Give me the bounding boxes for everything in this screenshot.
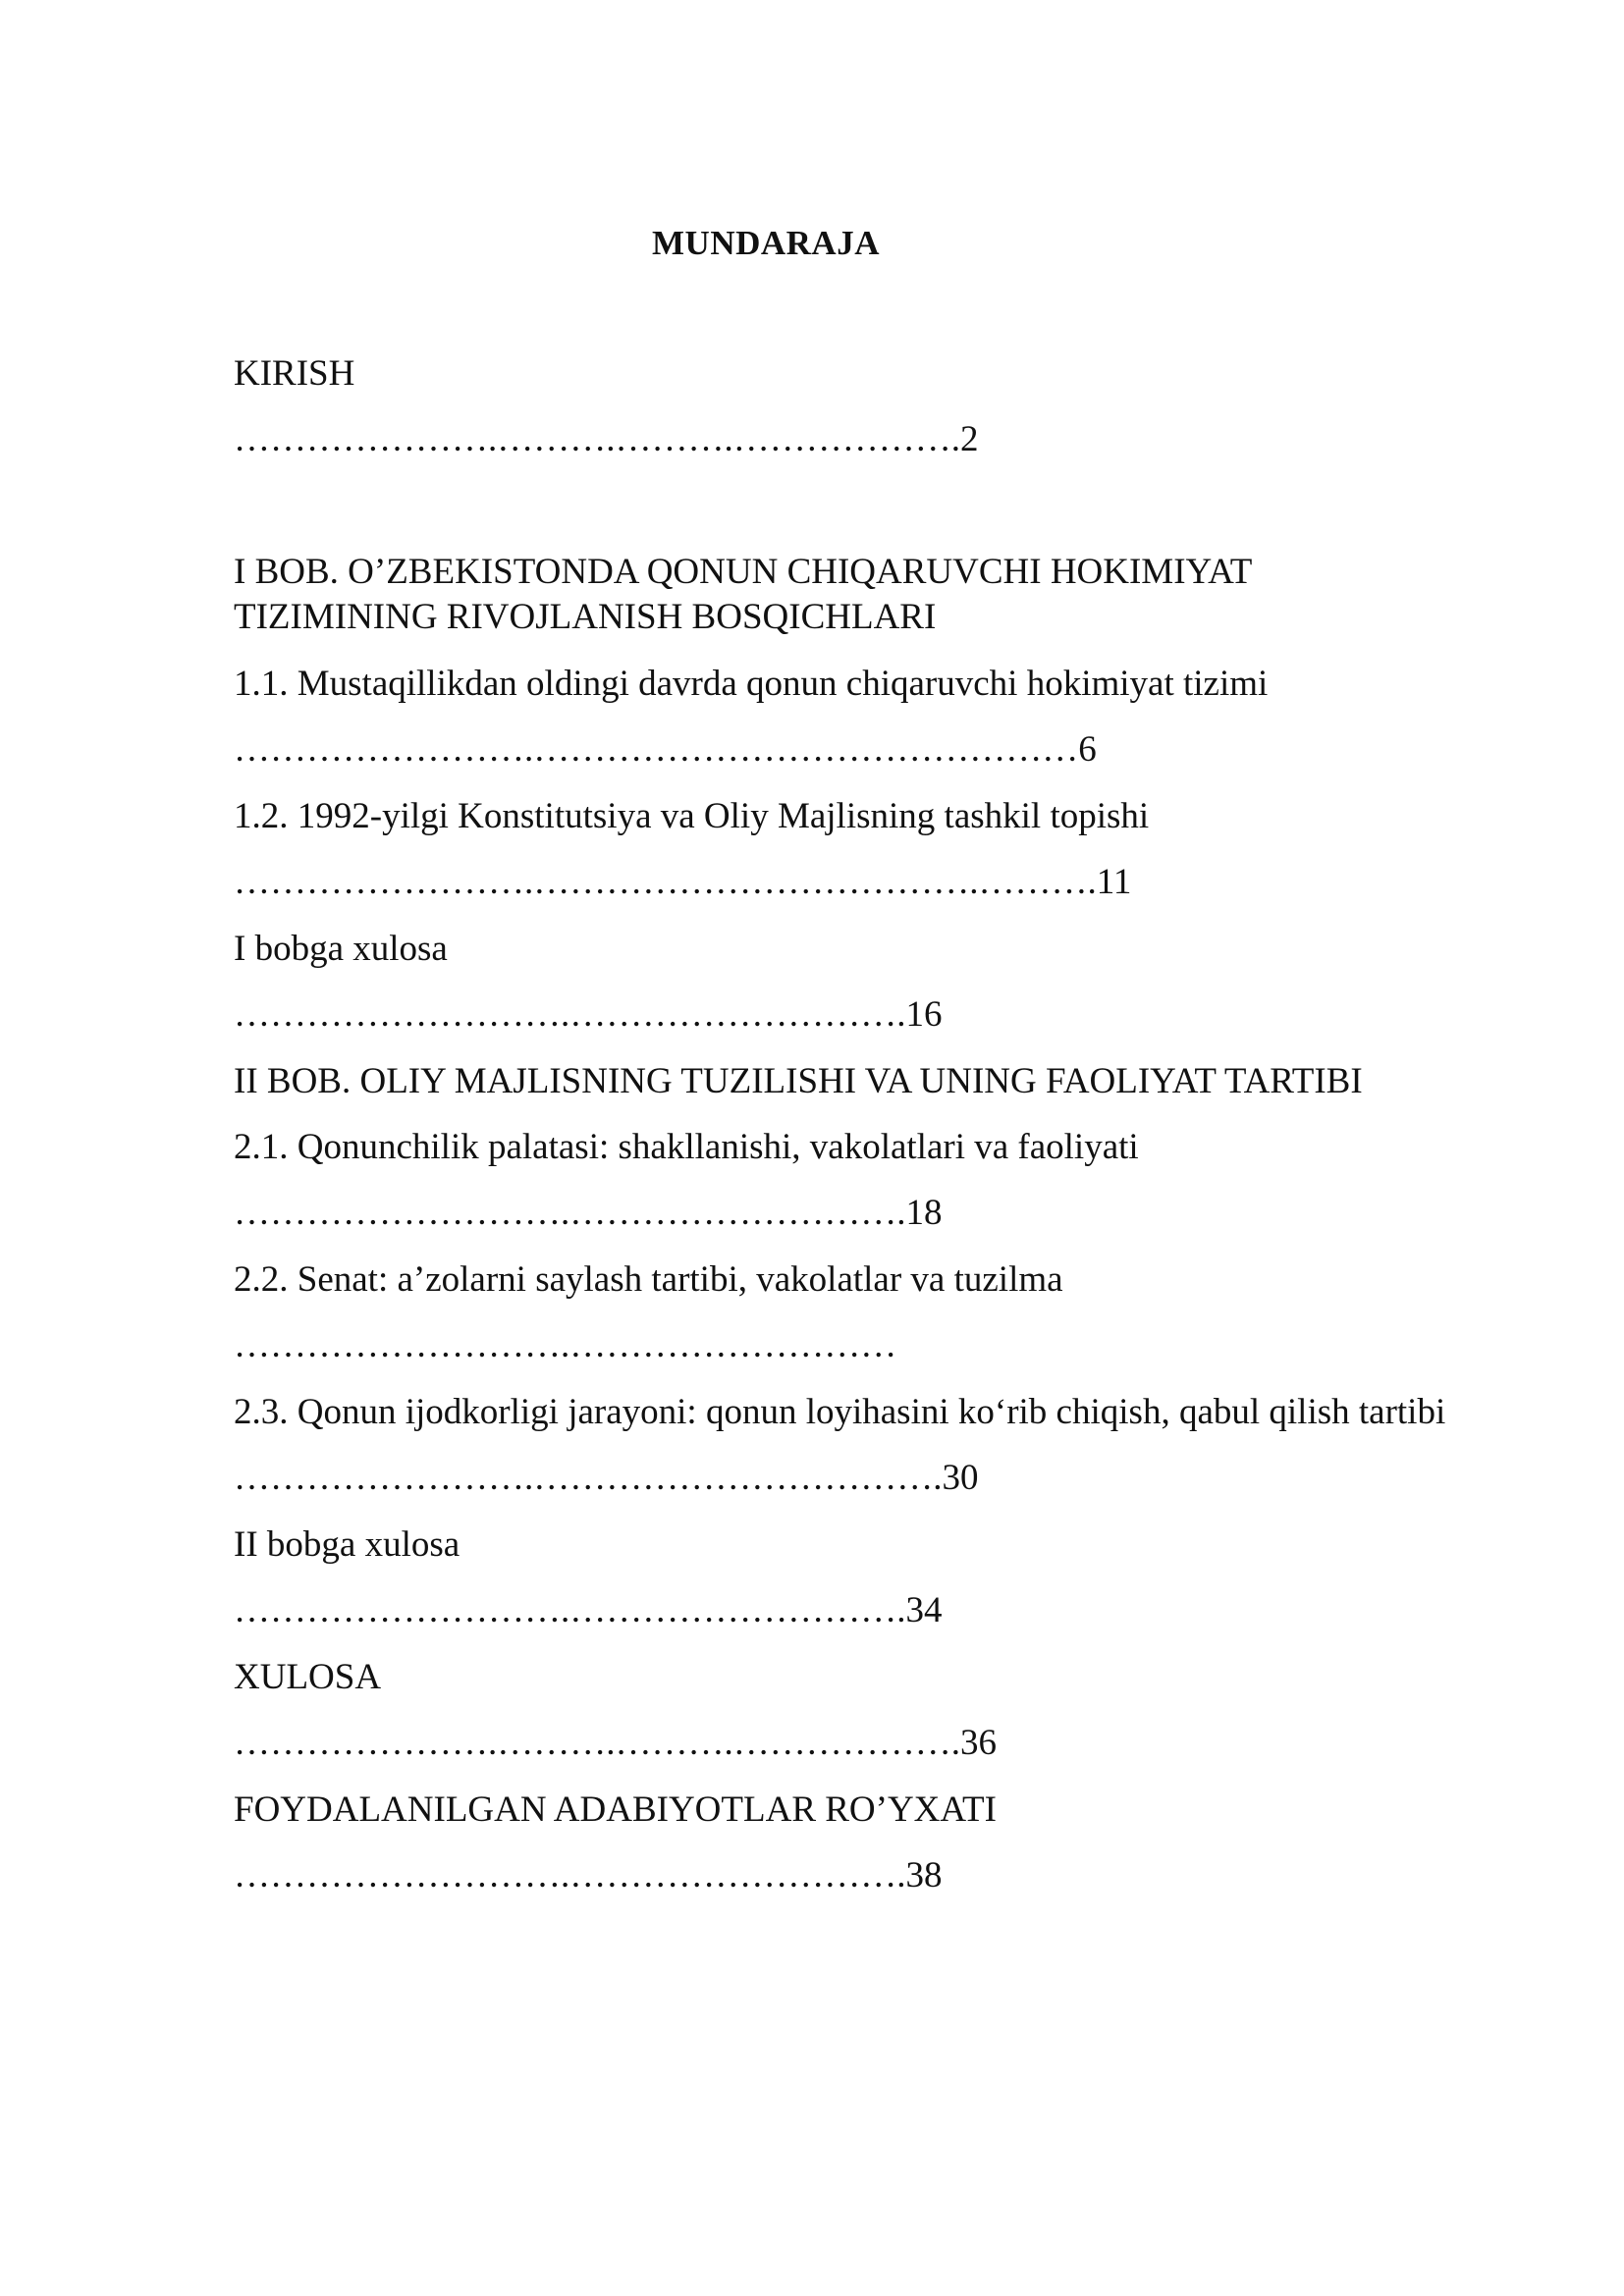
toc-leader-1-1: …………………….………………………………………6 [234, 729, 1097, 770]
toc-leader-kirish: ………………….……….……….……………….2 [234, 419, 979, 459]
toc-leader-2-1: ……………………….……………………….18 [234, 1193, 943, 1233]
toc-heading-references: FOYDALANILGAN ADABIYOTLAR RO’YXATI [234, 1789, 997, 1830]
toc-heading-2-3: 2.3. Qonun ijodkorligi jarayoni: qonun loyihasini ko‘rib chiqish, qabul qilish tartibi [234, 1392, 1446, 1432]
toc-leader-2-2: ……………………….……………………… [234, 1325, 897, 1365]
toc-chapter-2-title: II BOB. OLIY MAJLISNING TUZILISHI VA UNING FAOLIYAT TARTIBI [234, 1061, 1363, 1101]
toc-heading-chapter-2-summary: II bobga xulosa [234, 1524, 460, 1565]
toc-heading-2-1: 2.1. Qonunchilik palatasi: shakllanishi, vakolatlari va faoliyati [234, 1127, 1139, 1167]
toc-leader-conclusion: ………………….……….……….……………….36 [234, 1723, 997, 1763]
toc-leader-2-3: …………………….…………………………….30 [234, 1458, 979, 1498]
toc-leader-chapter-1-summary: ……………………….……………………….16 [234, 994, 943, 1035]
toc-chapter-1-title-line1: I BOB. O’ZBEKISTONDA QONUN CHIQARUVCHI HOKIMIYAT [234, 552, 1253, 592]
toc-leader-chapter-2-summary: ……………………….……………………….34 [234, 1590, 943, 1630]
toc-leader-1-2: …………………….……………………………….……….11 [234, 862, 1132, 902]
toc-heading-1-2: 1.2. 1992-yilgi Konstitutsiya va Oliy Majlisning tashkil topishi [234, 796, 1150, 836]
toc-heading-chapter-1-summary: I bobga xulosa [234, 929, 448, 969]
toc-heading-2-2: 2.2. Senat: a’zolarni saylash tartibi, vakolatlar va tuzilma [234, 1259, 1063, 1300]
page-title: MUNDARAJA [652, 224, 880, 262]
toc-heading-1-1: 1.1. Mustaqillikdan oldingi davrda qonun chiqaruvchi hokimiyat tizimi [234, 664, 1269, 704]
toc-heading-kirish: KIRISH [234, 353, 355, 394]
toc-leader-references: ……………………….……………………….38 [234, 1855, 943, 1896]
toc-heading-conclusion: XULOSA [234, 1657, 382, 1697]
toc-chapter-1-title-line2: TIZIMINING RIVOJLANISH BOSQICHLARI [234, 597, 937, 637]
